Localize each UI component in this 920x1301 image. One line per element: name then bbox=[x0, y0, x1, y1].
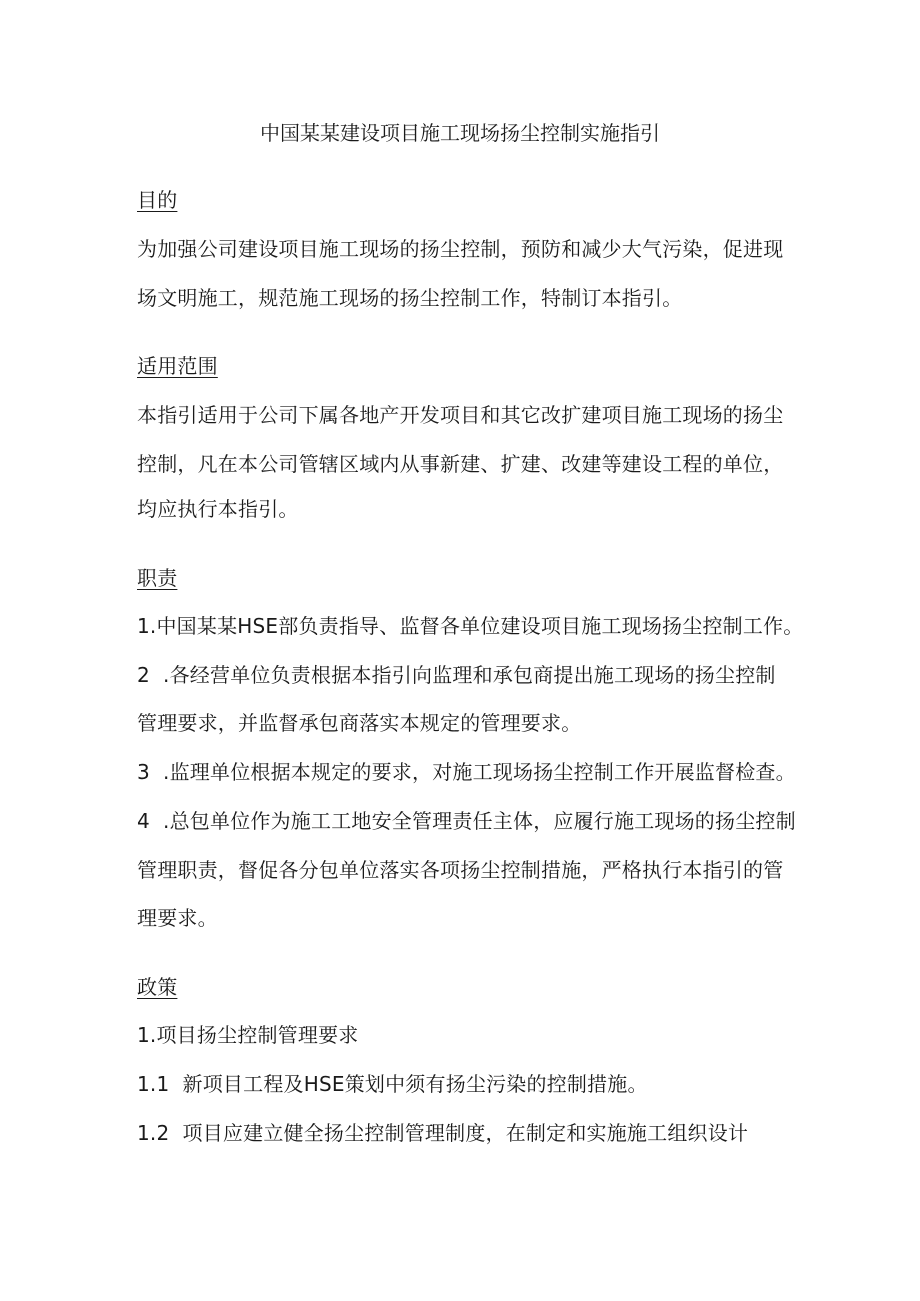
paragraph-line: 场文明施工，规范施工现场的扬尘控制工作，特制订本指引。 bbox=[137, 286, 683, 310]
paragraph-line: 3 .监理单位根据本规定的要求，对施工现场扬尘控制工作开展监督检查。 bbox=[137, 760, 796, 784]
paragraph-line: 理要求。 bbox=[137, 906, 218, 930]
document-title: 中国某某建设项目施工现场扬尘控制实施指引 bbox=[260, 121, 660, 145]
paragraph-line: 1.项目扬尘控制管理要求 bbox=[137, 1023, 359, 1047]
paragraph-line: 4 .总包单位作为施工工地安全管理责任主体，应履行施工现场的扬尘控制 bbox=[137, 809, 796, 833]
paragraph-line: 1.中国某某HSE部负责指导、监督各单位建设项目施工现场扬尘控制工作。 bbox=[137, 614, 804, 638]
section-heading-scope: 适用范围 bbox=[137, 354, 218, 378]
paragraph-line: 管理职责，督促各分包单位落实各项扬尘控制措施，严格执行本指引的管 bbox=[137, 858, 784, 882]
section-heading-responsibilities: 职责 bbox=[137, 566, 178, 590]
section-heading-policy: 政策 bbox=[137, 975, 178, 999]
paragraph-line: 均应执行本指引。 bbox=[137, 497, 299, 521]
paragraph-line: 为加强公司建设项目施工现场的扬尘控制，预防和减少大气污染，促进现 bbox=[137, 237, 784, 261]
paragraph-line: 2 .各经营单位负责根据本指引向监理和承包商提出施工现场的扬尘控制 bbox=[137, 663, 776, 687]
section-heading-purpose: 目的 bbox=[137, 188, 178, 212]
paragraph-line: 本指引适用于公司下属各地产开发项目和其它改扩建项目施工现场的扬尘 bbox=[137, 403, 784, 427]
paragraph-line: 管理要求，并监督承包商落实本规定的管理要求。 bbox=[137, 711, 582, 735]
paragraph-line: 1.2 项目应建立健全扬尘控制管理制度，在制定和实施施工组织设计 bbox=[137, 1121, 749, 1145]
paragraph-line: 控制，凡在本公司管辖区域内从事新建、扩建、改建等建设工程的单位， bbox=[137, 452, 784, 476]
paragraph-line: 1.1 新项目工程及HSE策划中须有扬尘污染的控制措施。 bbox=[137, 1072, 648, 1096]
